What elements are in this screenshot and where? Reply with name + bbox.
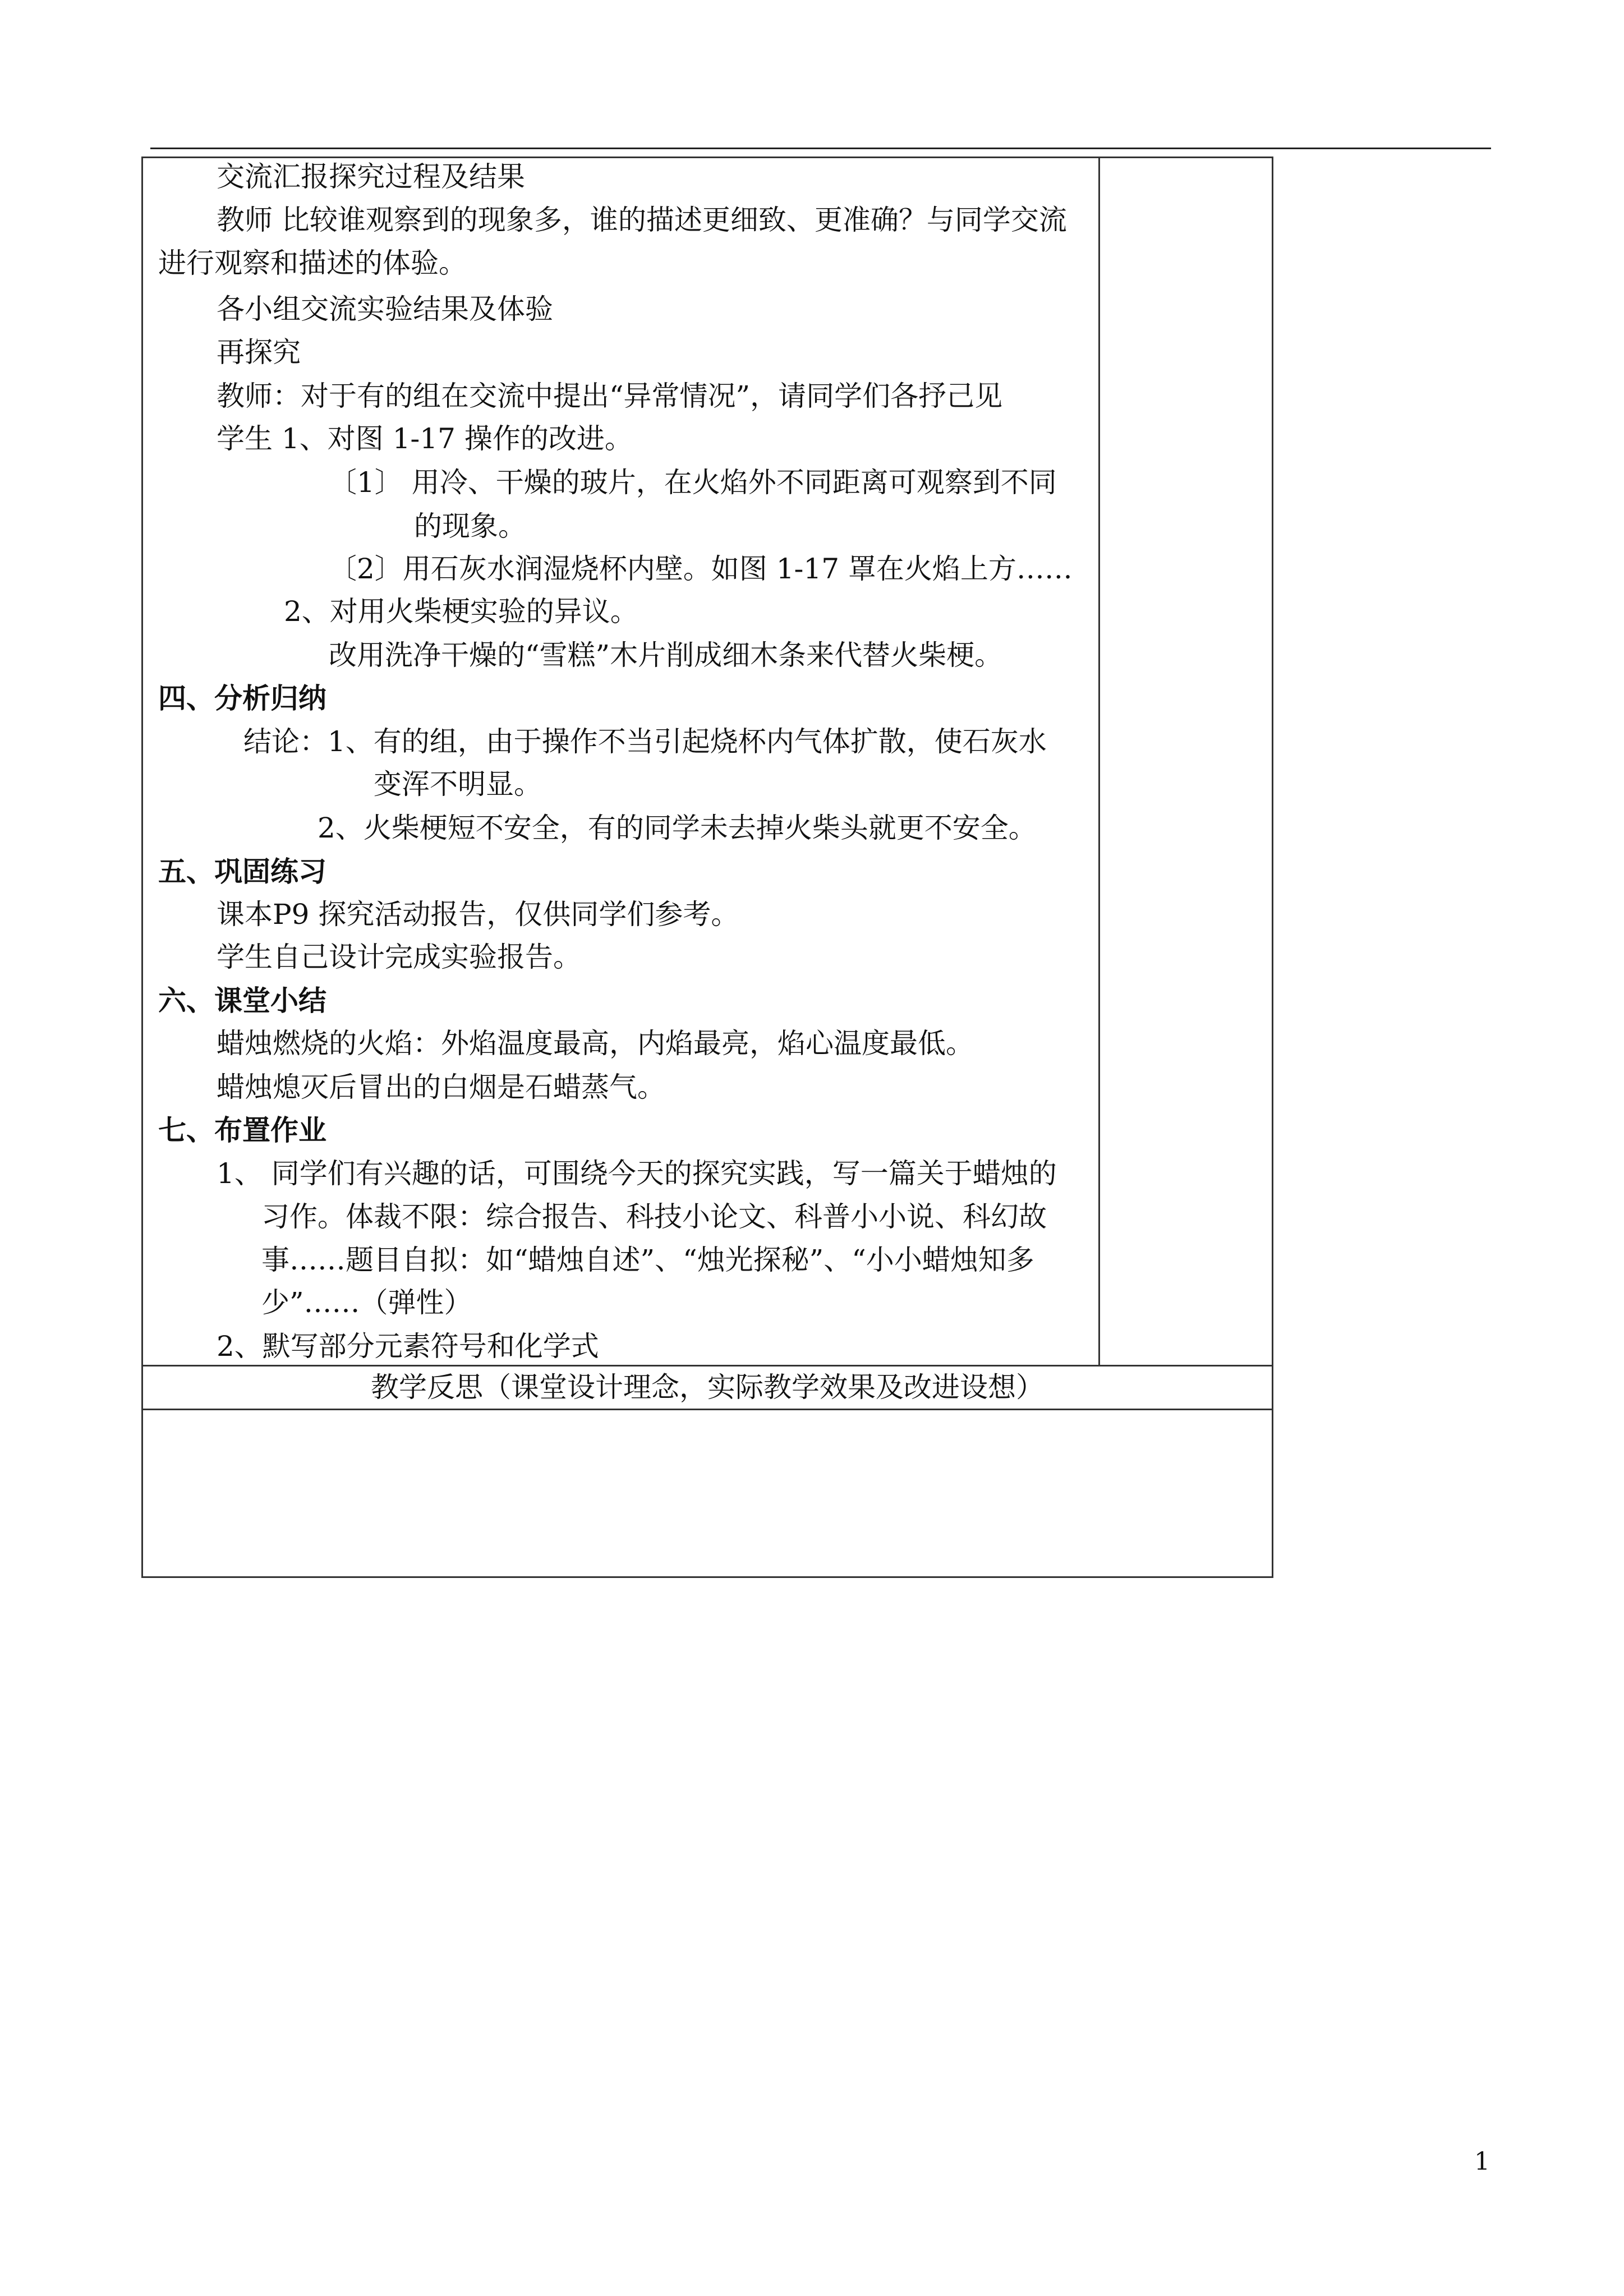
text-line: 教师：对于有的组在交流中提出“异常情况”，请同学们各抒己见 (217, 380, 1003, 412)
text-line: 交流汇报探究过程及结果 (217, 160, 525, 193)
text-line: 改用洗净干燥的“雪糕”木片削成细木条来代替火柴梗。 (329, 639, 1003, 671)
text-line: 各小组交流实验结果及体验 (217, 293, 553, 325)
page-number: 1 (1474, 2147, 1490, 2176)
text-line: 学生 1、对图 1-17 操作的改进。 (217, 422, 633, 455)
reflection-header-top-border (141, 1365, 1273, 1366)
text-line: 结论：1、有的组，由于操作不当引起烧杯内气体扩散，使石灰水 (243, 725, 1047, 758)
text-line: 〔1〕 用冷、干燥的玻片，在火焰外不同距离可观察到不同 (329, 466, 1057, 499)
text-line: 蜡烛燃烧的火焰：外焰温度最高，内焰最亮，焰心温度最低。 (217, 1027, 974, 1060)
text-line: 教师 比较谁观察到的现象多，谁的描述更细致、更准确？与同学交流 (217, 204, 1067, 236)
section-heading: 六、课堂小结 (158, 984, 326, 1017)
header-rule (150, 148, 1491, 149)
section-heading: 五、巩固练习 (158, 855, 326, 888)
text-line: 蜡烛熄灭后冒出的白烟是石蜡蒸气。 (217, 1071, 665, 1103)
text-line: 〔2〕用石灰水润湿烧杯内壁。如图 1-17 罩在火焰上方…… (329, 553, 1073, 585)
text-line: 少”……（弹性） (261, 1286, 472, 1319)
text-line: 2、默写部分元素符号和化学式 (217, 1330, 599, 1363)
text-line: 习作。体裁不限：综合报告、科技小论文、科普小小说、科幻故 (261, 1200, 1047, 1233)
reflection-header-bottom-border (141, 1409, 1273, 1410)
reflection-header: 教学反思（课堂设计理念，实际教学效果及改进设想） (371, 1371, 1044, 1404)
text-line: 2、对用火柴梗实验的异议。 (284, 595, 638, 628)
text-line: 事……题目自拟：如“蜡烛自述”、“烛光探秘”、“小小蜡烛知多 (261, 1244, 1034, 1276)
text-line: 2、火柴梗短不安全，有的同学未去掉火柴头就更不安全。 (318, 812, 1037, 844)
text-line: 进行观察和描述的体验。 (158, 247, 467, 279)
text-line: 的现象。 (414, 510, 526, 542)
section-heading: 七、布置作业 (158, 1114, 326, 1147)
text-line: 变浑不明显。 (374, 768, 542, 800)
text-line: 课本P9 探究活动报告，仅供同学们参考。 (217, 898, 739, 931)
notes-column-divider (1098, 157, 1100, 1365)
text-line: 学生自己设计完成实验报告。 (217, 941, 581, 973)
section-heading: 四、分析归纳 (158, 682, 326, 715)
text-line: 1、 同学们有兴趣的话，可围绕今天的探究实践，写一篇关于蜡烛的 (217, 1157, 1057, 1190)
text-line: 再探究 (217, 336, 301, 369)
